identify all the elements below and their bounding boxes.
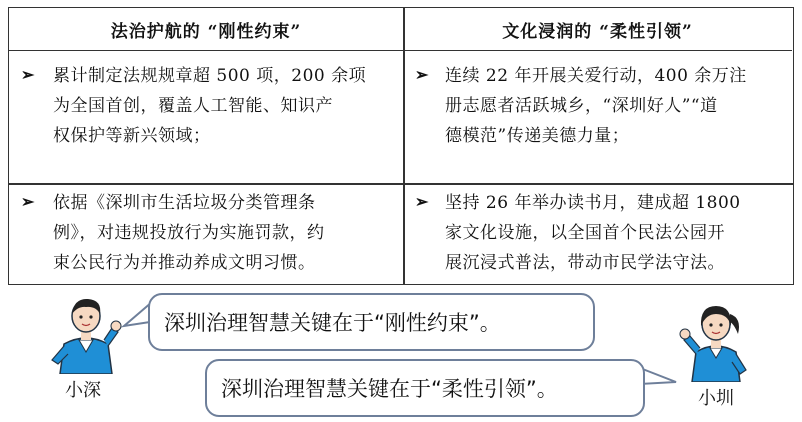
text-line: 束公民行为并推动养成文明习惯。 xyxy=(53,253,316,273)
right-column-header: 文化浸润的 “柔性引领” xyxy=(403,8,792,51)
text-line: 连续 22 年开展关爱行动，400 余万注 xyxy=(445,66,747,86)
speaker2-name: 小圳 xyxy=(698,388,734,409)
text-line: 依据《深圳市生活垃圾分类管理条 xyxy=(53,193,316,213)
left-column-header: 法治护航的 “刚性约束” xyxy=(9,8,403,51)
bullet-arrow-icon: ➢ xyxy=(415,65,429,84)
text-line: 家文化设施，以全国首个民法公园开 xyxy=(445,223,725,243)
text-line: 例》，对违规投放行为实施罚款，约 xyxy=(53,223,325,243)
text-line: 展沉浸式普法，带动市民学法守法。 xyxy=(445,253,725,273)
text-line: 德模范”传递美德力量； xyxy=(445,126,630,146)
bullet-arrow-icon: ➢ xyxy=(21,192,35,211)
text-line: 坚持 26 年举办读书月，建成超 1800 xyxy=(445,193,741,213)
girl-avatar-illustration xyxy=(676,300,756,382)
speech-text-1: 深圳治理智慧关键在于“刚性约束”。 xyxy=(164,311,501,335)
speaker1-name: 小深 xyxy=(65,380,101,401)
speech-bubble-2 xyxy=(205,359,645,417)
text-line: 为全国首创，覆盖人工智能、知识产 xyxy=(53,96,333,116)
text-line: 权保护等新兴领域； xyxy=(53,126,211,146)
bubble2-tail xyxy=(640,368,676,384)
text-line: 册志愿者活跃城乡，“深圳好人”“道 xyxy=(445,96,718,116)
speech-text-2: 深圳治理智慧关键在于“柔性引领”。 xyxy=(221,377,558,401)
bullet-arrow-icon: ➢ xyxy=(415,192,429,211)
bullet-arrow-icon: ➢ xyxy=(21,65,35,84)
speech-bubble-1 xyxy=(148,293,595,351)
text-line: 累计制定法规规章超 500 项，200 余项 xyxy=(53,66,367,86)
boy-avatar-illustration xyxy=(46,294,126,374)
